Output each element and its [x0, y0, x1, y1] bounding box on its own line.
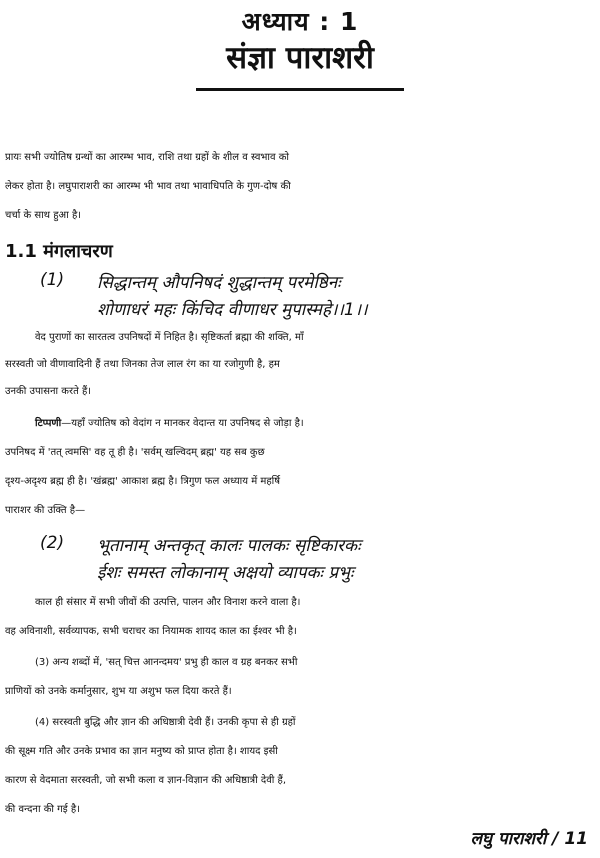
para1-line-1: वेद पुराणों का सारतत्व उपनिषदों में निहित है। सृष्टिकर्ता ब्रह्मा की शक्ति, माँ	[35, 332, 304, 343]
title-underline	[196, 88, 404, 91]
note-label: टिप्पणी	[35, 418, 62, 429]
para4-line-2: की सूक्ष्म गति और उनके प्रभाव का ज्ञान मनुष्य को प्राप्त होता है। शायद इसी	[5, 746, 278, 757]
verse-1-line-1: सिद्धान्तम् औपनिषदं शुद्धान्तम् परमेष्ठिनः	[97, 273, 341, 293]
intro-line-1: प्रायः सभी ज्योतिष ग्रन्थों का आरम्भ भाव, राशि तथा ग्रहों के शील व स्वभाव को	[5, 152, 290, 163]
note-line-1	[5, 409, 595, 438]
section-heading: 1.1 मंगलाचरण	[5, 241, 113, 262]
note-line-3: दृश्य-अदृश्य ब्रह्म ही है। 'खंब्रह्म' आकाश ब्रह्म है। त्रिगुण फल अध्याय में महर्षि	[5, 476, 281, 487]
para3-line-1: (3) अन्य शब्दों में, 'सत् चित्त आनन्दमय' प्रभु ही काल व ग्रह बनकर सभी	[35, 657, 298, 668]
note-line-2: उपनिषद में 'तत् त्वमसि' वह तू ही है। 'सर्वम् खल्विदम् ब्रह्म' यह सब कुछ	[5, 447, 265, 458]
chapter-title: संज्ञा पाराशरी	[226, 40, 374, 76]
note-line-4: पाराशर की उक्ति है—	[5, 505, 86, 516]
chapter-label: अध्याय : 1	[241, 7, 359, 36]
para3-line-2: प्राणियों को उनके कर्मानुसार, शुभ या अशुभ फल दिया करते हैं।	[5, 686, 232, 697]
intro-line-3: चर्चा के साथ हुआ है।	[5, 210, 82, 221]
verse-2-line-2: ईशः समस्त लोकानाम् अक्षयो व्यापकः प्रभुः	[97, 563, 354, 583]
verse-1-number: (1)	[40, 270, 65, 290]
verse-2-number: (2)	[40, 533, 65, 553]
verse-2-line-1: भूतानाम् अन्तकृत् कालः पालकः सृष्टिकारकः	[97, 536, 361, 556]
page-footer: लघु पाराशरी / 11	[470, 829, 588, 849]
para1-line-2: सरस्वती जो वीणावादिनी हैं तथा जिनका तेज लाल रंग का या रजोगुणी है, हम	[5, 359, 280, 370]
intro-line-2: लेकर होता है। लघुपाराशरी का आरम्भ भी भाव तथा भावाधिपति के गुण-दोष की	[5, 181, 291, 192]
verse-1-line-2: शोणाधरं महः किंचिद वीणाधर मुपास्महे।।1।।	[97, 300, 368, 320]
para1-line-3: उनकी उपासना करते हैं।	[5, 386, 92, 397]
para4-line-3: कारण से वेदमाता सरस्वती, जो सभी कला व ज्ञान-विज्ञान की अधिष्ठात्री देवी हैं,	[5, 775, 287, 786]
note-text-1: —यहाँ ज्योतिष को वेदांग न मानकर वेदान्त या उपनिषद से जोड़ा है।	[61, 418, 304, 429]
para4-line-1: (4) सरस्वती बुद्धि और ज्ञान की अधिष्ठात्री देवी हैं। उनकी कृपा से ही ग्रहों	[35, 717, 296, 728]
para2-line-1: काल ही संसार में सभी जीवों की उत्पत्ति, पालन और विनाश करने वाला है।	[35, 597, 301, 608]
para2-line-2: वह अविनाशी, सर्वव्यापक, सभी चराचर का नियामक शायद काल का ईश्वर भी है।	[5, 626, 297, 637]
para4-line-4: की वन्दना की गई है।	[5, 804, 80, 815]
